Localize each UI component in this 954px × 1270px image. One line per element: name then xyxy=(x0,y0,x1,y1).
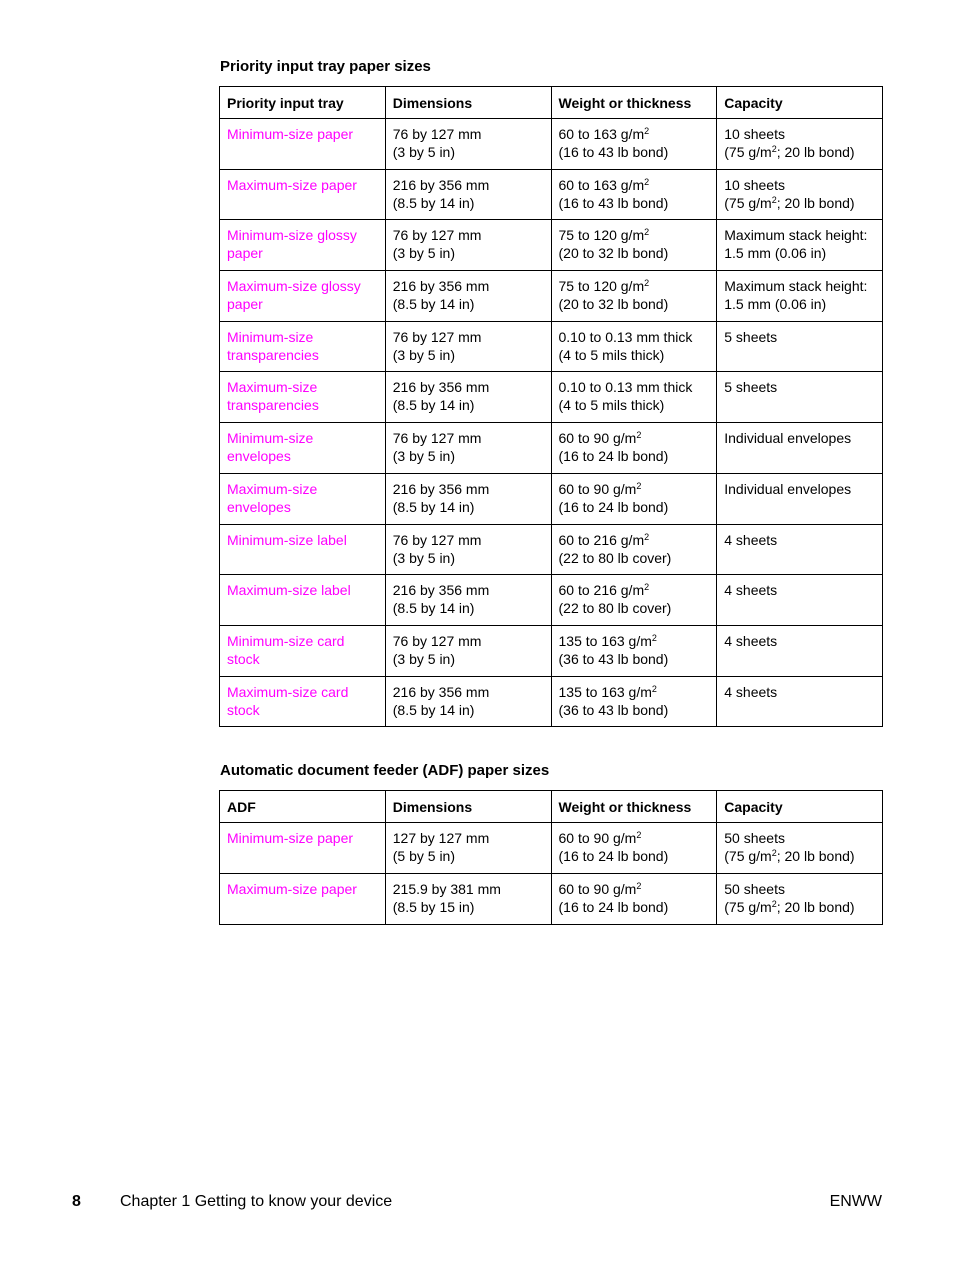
table-row xyxy=(220,676,883,727)
table-row xyxy=(220,372,883,423)
weight-line xyxy=(559,480,711,498)
paper-type-link[interactable]: Minimum-size card stock xyxy=(220,625,386,676)
weight-line xyxy=(559,429,711,447)
column-header-type: Priority input tray xyxy=(220,87,386,119)
weight-cell xyxy=(551,676,717,727)
weight-imperial: (22 to 80 lb cover) xyxy=(558,600,672,617)
adf-section-title: Automatic document feeder (ADF) paper sizes xyxy=(220,762,550,779)
weight-metric: 60 to 216 g/m xyxy=(558,582,645,599)
dimensions-imperial: (3 by 5 in) xyxy=(392,346,455,363)
capacity-secondary-suffix: ; 20 lb bond) xyxy=(776,194,855,211)
superscript: 2 xyxy=(644,126,650,136)
capacity-primary: Maximum stack height: xyxy=(724,227,868,244)
dimensions-cell xyxy=(385,119,551,170)
capacity-cell xyxy=(717,575,883,626)
dimensions-metric: 215.9 by 381 mm xyxy=(392,881,501,897)
weight-metric: 60 to 90 g/m xyxy=(558,480,637,497)
capacity-cell xyxy=(717,271,883,322)
weight-metric: 0.10 to 0.13 mm thick xyxy=(558,379,693,396)
superscript: 2 xyxy=(771,194,777,205)
weight-cell xyxy=(551,372,717,423)
paper-type-link[interactable]: Maximum-size paper xyxy=(220,874,386,925)
superscript: 2 xyxy=(636,881,642,891)
dimensions-cell xyxy=(385,823,551,874)
weight-metric: 60 to 90 g/m xyxy=(558,881,637,897)
dimensions-metric: 76 by 127 mm xyxy=(392,430,482,447)
capacity-cell xyxy=(717,524,883,575)
table-header-row xyxy=(220,791,883,823)
superscript: 2 xyxy=(771,899,777,909)
weight-cell xyxy=(551,423,717,474)
dimensions-cell xyxy=(385,676,551,727)
weight-cell xyxy=(551,321,717,372)
weight-cell xyxy=(551,625,717,676)
dimensions-cell xyxy=(385,220,551,271)
capacity-cell xyxy=(717,169,883,220)
weight-metric: 0.10 to 0.13 mm thick xyxy=(558,328,693,345)
adf-paper-sizes-table xyxy=(219,790,883,925)
capacity-cell xyxy=(717,823,883,874)
table-row xyxy=(220,220,883,271)
table-row xyxy=(220,823,883,874)
dimensions-metric: 216 by 356 mm xyxy=(392,176,490,193)
paper-type-link[interactable]: Minimum-size paper xyxy=(220,119,386,170)
footer-chapter: Chapter 1 Getting to know your device xyxy=(120,1193,393,1210)
table-row xyxy=(220,524,883,575)
dimensions-metric: 216 by 356 mm xyxy=(392,582,490,599)
weight-imperial: (20 to 32 lb bond) xyxy=(558,245,669,262)
column-header-type: ADF xyxy=(220,791,386,823)
weight-imperial: (4 to 5 mils thick) xyxy=(558,346,665,363)
priority-paper-sizes-table xyxy=(219,86,883,727)
capacity-primary: 10 sheets xyxy=(724,126,785,142)
weight-metric: 75 to 120 g/m xyxy=(558,227,645,244)
weight-imperial: (16 to 24 lb bond) xyxy=(558,848,669,864)
table-row xyxy=(220,625,883,676)
weight-metric: 60 to 216 g/m xyxy=(558,531,645,548)
dimensions-imperial: (8.5 by 14 in) xyxy=(392,397,475,414)
table-row xyxy=(220,321,883,372)
table-header-row xyxy=(220,87,883,119)
weight-line xyxy=(559,125,711,143)
superscript: 2 xyxy=(644,227,650,238)
superscript: 2 xyxy=(636,430,642,441)
weight-imperial: (36 to 43 lb bond) xyxy=(558,650,669,667)
capacity-secondary-line xyxy=(724,143,876,161)
dimensions-metric: 76 by 127 mm xyxy=(392,126,482,142)
superscript: 2 xyxy=(771,848,777,858)
capacity-secondary: (75 g/m xyxy=(724,848,772,864)
dimensions-imperial: (3 by 5 in) xyxy=(392,245,455,262)
column-header-capacity: Capacity xyxy=(717,791,883,823)
paper-type-link[interactable]: Maximum-size transparencies xyxy=(220,372,386,423)
weight-metric: 60 to 163 g/m xyxy=(558,176,645,193)
dimensions-imperial: (8.5 by 14 in) xyxy=(392,701,475,718)
capacity-primary: 4 sheets xyxy=(724,531,778,548)
paper-type-link[interactable]: Maximum-size label xyxy=(220,575,386,626)
capacity-cell xyxy=(717,372,883,423)
capacity-secondary-suffix: ; 20 lb bond) xyxy=(776,144,855,160)
weight-line xyxy=(559,829,711,847)
table-row xyxy=(220,119,883,170)
weight-cell xyxy=(551,575,717,626)
paper-type-link[interactable]: Minimum-size glossy paper xyxy=(220,220,386,271)
weight-imperial: (16 to 43 lb bond) xyxy=(558,144,669,160)
dimensions-cell xyxy=(385,874,551,925)
dimensions-cell xyxy=(385,271,551,322)
weight-line xyxy=(559,531,711,549)
paper-type-link[interactable]: Minimum-size label xyxy=(220,524,386,575)
dimensions-metric: 216 by 356 mm xyxy=(392,379,490,396)
capacity-cell xyxy=(717,119,883,170)
paper-type-link[interactable]: Maximum-size card stock xyxy=(220,676,386,727)
dimensions-cell xyxy=(385,524,551,575)
weight-cell xyxy=(551,524,717,575)
dimensions-metric: 76 by 127 mm xyxy=(392,328,482,345)
capacity-secondary-suffix: ; 20 lb bond) xyxy=(776,899,855,915)
weight-imperial: (16 to 24 lb bond) xyxy=(558,899,669,915)
dimensions-imperial: (8.5 by 15 in) xyxy=(392,899,475,915)
superscript: 2 xyxy=(651,683,657,694)
dimensions-metric: 76 by 127 mm xyxy=(392,531,482,548)
superscript: 2 xyxy=(644,531,650,542)
weight-cell xyxy=(551,271,717,322)
paper-type-link[interactable]: Minimum-size paper xyxy=(220,823,386,874)
capacity-primary: Maximum stack height: xyxy=(724,278,868,295)
column-header-dimensions: Dimensions xyxy=(385,87,551,119)
superscript: 2 xyxy=(644,582,650,593)
superscript: 2 xyxy=(651,632,657,643)
paper-type-link[interactable]: Minimum-size envelopes xyxy=(220,423,386,474)
weight-cell xyxy=(551,119,717,170)
dimensions-imperial: (3 by 5 in) xyxy=(392,650,455,667)
table-row xyxy=(220,423,883,474)
weight-imperial: (4 to 5 mils thick) xyxy=(558,397,665,414)
weight-line xyxy=(559,277,711,295)
superscript: 2 xyxy=(636,830,642,840)
dimensions-imperial: (8.5 by 14 in) xyxy=(392,600,475,617)
capacity-cell xyxy=(717,423,883,474)
column-header-dimensions: Dimensions xyxy=(385,791,551,823)
priority-section-title: Priority input tray paper sizes xyxy=(220,58,431,75)
dimensions-metric: 76 by 127 mm xyxy=(392,227,482,244)
dimensions-cell xyxy=(385,372,551,423)
capacity-primary: 4 sheets xyxy=(724,683,778,700)
table-row xyxy=(220,271,883,322)
superscript: 2 xyxy=(636,480,642,491)
capacity-secondary-line xyxy=(724,295,876,313)
weight-metric: 60 to 163 g/m xyxy=(558,126,645,142)
capacity-secondary: (75 g/m xyxy=(724,194,772,211)
column-header-capacity: Capacity xyxy=(717,87,883,119)
capacity-cell xyxy=(717,220,883,271)
capacity-cell xyxy=(717,321,883,372)
superscript: 2 xyxy=(644,176,650,187)
dimensions-metric: 216 by 356 mm xyxy=(392,683,490,700)
weight-cell xyxy=(551,823,717,874)
capacity-secondary: (75 g/m xyxy=(724,899,772,915)
dimensions-metric: 76 by 127 mm xyxy=(392,632,482,649)
capacity-cell xyxy=(717,473,883,524)
capacity-secondary-line xyxy=(724,244,876,262)
dimensions-imperial: (8.5 by 14 in) xyxy=(392,498,475,515)
weight-cell xyxy=(551,220,717,271)
weight-line xyxy=(559,328,711,346)
weight-cell xyxy=(551,169,717,220)
weight-imperial: (16 to 43 lb bond) xyxy=(558,194,669,211)
weight-imperial: (16 to 24 lb bond) xyxy=(558,498,669,515)
capacity-cell xyxy=(717,874,883,925)
weight-imperial: (22 to 80 lb cover) xyxy=(558,549,672,566)
weight-metric: 60 to 90 g/m xyxy=(558,430,637,447)
paper-type-link[interactable]: Maximum-size envelopes xyxy=(220,473,386,524)
capacity-primary: 5 sheets xyxy=(724,379,778,396)
weight-imperial: (16 to 24 lb bond) xyxy=(558,448,669,465)
superscript: 2 xyxy=(771,144,777,154)
weight-metric: 75 to 120 g/m xyxy=(558,278,645,295)
weight-line xyxy=(559,880,711,898)
footer-right-label: ENWW xyxy=(829,1193,882,1210)
weight-line xyxy=(559,226,711,244)
superscript: 2 xyxy=(644,278,650,289)
paper-type-link[interactable]: Maximum-size glossy paper xyxy=(220,271,386,322)
capacity-primary: 50 sheets xyxy=(724,881,785,897)
dimensions-cell xyxy=(385,473,551,524)
dimensions-imperial: (8.5 by 14 in) xyxy=(392,296,475,313)
table-row xyxy=(220,473,883,524)
capacity-primary: Individual envelopes xyxy=(724,480,852,497)
weight-line xyxy=(559,683,711,701)
table-row xyxy=(220,169,883,220)
capacity-primary: Individual envelopes xyxy=(724,430,852,447)
capacity-secondary: (75 g/m xyxy=(724,144,772,160)
capacity-secondary-line xyxy=(724,194,876,212)
capacity-primary: 50 sheets xyxy=(724,830,785,846)
capacity-primary: 10 sheets xyxy=(724,176,785,193)
capacity-secondary: 1.5 mm (0.06 in) xyxy=(724,245,827,262)
column-header-weight: Weight or thickness xyxy=(551,791,717,823)
dimensions-imperial: (8.5 by 14 in) xyxy=(392,194,475,211)
capacity-secondary-suffix: ; 20 lb bond) xyxy=(776,848,855,864)
paper-type-link[interactable]: Minimum-size transparencies xyxy=(220,321,386,372)
weight-metric: 60 to 90 g/m xyxy=(558,830,637,846)
weight-line xyxy=(559,378,711,396)
weight-metric: 135 to 163 g/m xyxy=(558,683,652,700)
weight-line xyxy=(559,581,711,599)
dimensions-cell xyxy=(385,169,551,220)
weight-imperial: (36 to 43 lb bond) xyxy=(558,701,669,718)
dimensions-cell xyxy=(385,423,551,474)
capacity-primary: 4 sheets xyxy=(724,632,778,649)
weight-imperial: (20 to 32 lb bond) xyxy=(558,296,669,313)
dimensions-imperial: (3 by 5 in) xyxy=(392,144,455,160)
dimensions-cell xyxy=(385,625,551,676)
dimensions-imperial: (5 by 5 in) xyxy=(392,848,455,864)
table-row xyxy=(220,874,883,925)
weight-line xyxy=(559,176,711,194)
capacity-secondary-line xyxy=(724,847,876,865)
dimensions-cell xyxy=(385,575,551,626)
dimensions-metric: 216 by 356 mm xyxy=(392,278,490,295)
capacity-primary: 5 sheets xyxy=(724,328,778,345)
weight-cell xyxy=(551,473,717,524)
weight-cell xyxy=(551,874,717,925)
table-row xyxy=(220,575,883,626)
dimensions-imperial: (3 by 5 in) xyxy=(392,549,455,566)
weight-metric: 135 to 163 g/m xyxy=(558,632,652,649)
capacity-primary: 4 sheets xyxy=(724,582,778,599)
dimensions-metric: 216 by 356 mm xyxy=(392,480,490,497)
paper-type-link[interactable]: Maximum-size paper xyxy=(220,169,386,220)
capacity-secondary: 1.5 mm (0.06 in) xyxy=(724,296,827,313)
dimensions-imperial: (3 by 5 in) xyxy=(392,448,455,465)
weight-line xyxy=(559,632,711,650)
dimensions-cell xyxy=(385,321,551,372)
capacity-secondary-line xyxy=(724,898,876,916)
page-number: 8 xyxy=(72,1193,81,1210)
column-header-weight: Weight or thickness xyxy=(551,87,717,119)
dimensions-metric: 127 by 127 mm xyxy=(392,830,490,846)
capacity-cell xyxy=(717,676,883,727)
capacity-cell xyxy=(717,625,883,676)
